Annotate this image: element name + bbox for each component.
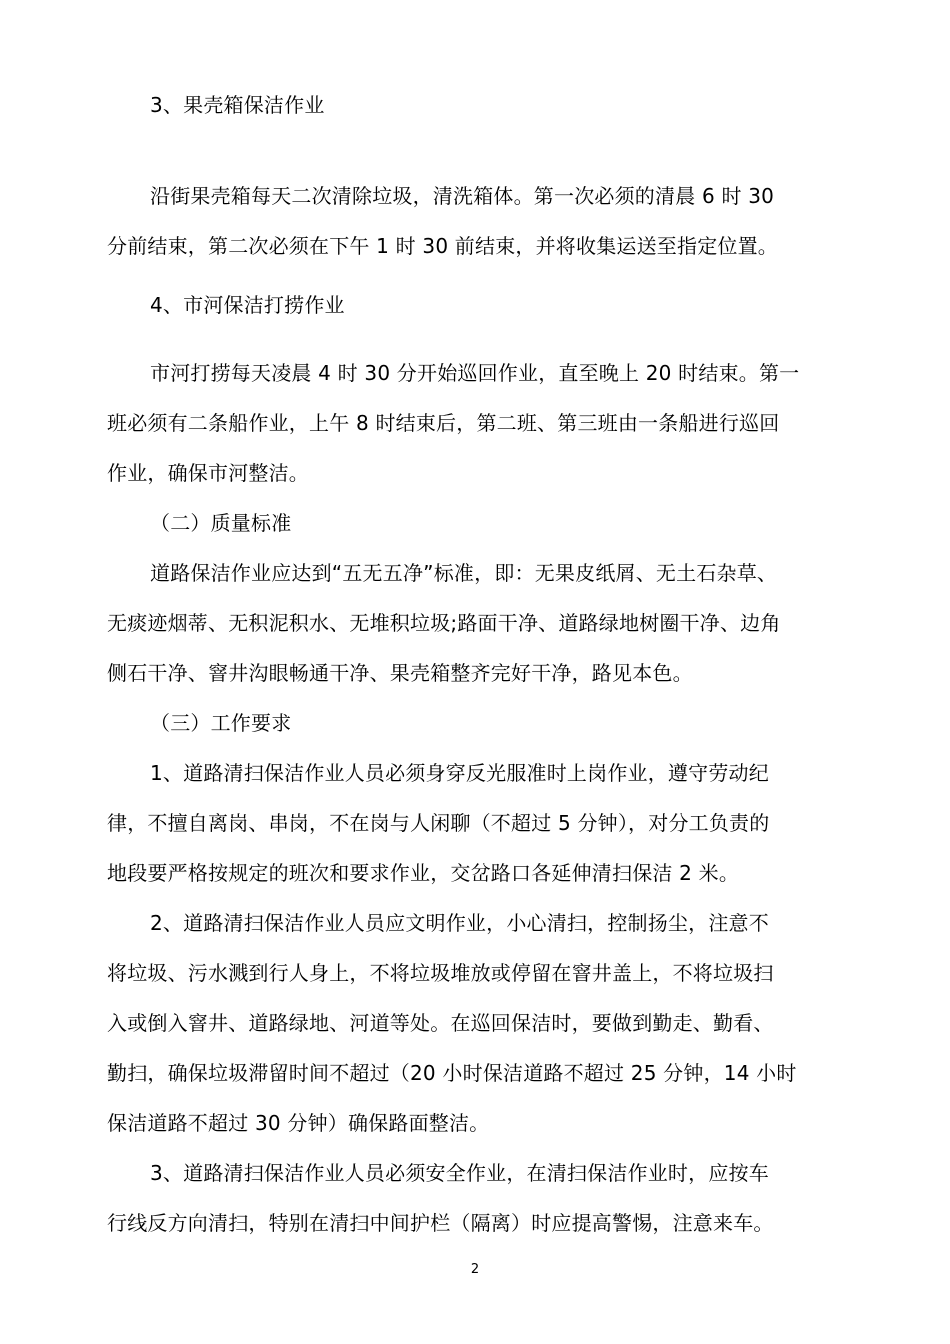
heading-river-cleaning: 4、市河保洁打捞作业 (150, 293, 345, 317)
page-number: 2 (470, 1262, 480, 1277)
paragraph-line: 沿街果壳箱每天二次清除垃圾，清洗箱体。第一次必须的清晨 6 时 30 (150, 184, 775, 208)
paragraph-line: 分前结束，第二次必须在下午 1 时 30 前结束，并将收集运送至指定位置。 (107, 234, 779, 258)
paragraph-line: 无痰迹烟蒂、无积泥积水、无堆积垃圾;路面干净、道路绿地树圈干净、边角 (107, 611, 781, 635)
paragraph-line: 侧石干净、窨井沟眼畅通干净、果壳箱整齐完好干净，路见本色。 (107, 661, 693, 685)
paragraph-line: 律，不擅自离岗、串岗，不在岗与人闲聊（不超过 5 分钟），对分工负责的 (107, 811, 770, 835)
heading-work-requirements: （三）工作要求 (150, 711, 292, 735)
paragraph-line: 地段要严格按规定的班次和要求作业，交岔路口各延伸清扫保洁 2 米。 (107, 861, 740, 885)
paragraph-line: 作业，确保市河整洁。 (107, 461, 309, 485)
paragraph-line: 行线反方向清扫，特别在清扫中间护栏（隔离）时应提高警惕，注意来车。 (107, 1211, 774, 1235)
paragraph-line: 道路保洁作业应达到“五无五净”标准，即：无果皮纸屑、无土石杂草、 (150, 561, 778, 585)
paragraph-line: 保洁道路不超过 30 分钟）确保路面整洁。 (107, 1111, 490, 1135)
paragraph-line: 2、道路清扫保洁作业人员应文明作业，小心清扫，控制扬尘，注意不 (150, 911, 769, 935)
paragraph-line: 入或倒入窨井、道路绿地、河道等处。在巡回保洁时，要做到勤走、勤看、 (107, 1011, 774, 1035)
paragraph-line: 1、道路清扫保洁作业人员必须身穿反光服准时上岗作业，遵守劳动纪 (150, 761, 769, 785)
paragraph-line: 3、道路清扫保洁作业人员必须安全作业，在清扫保洁作业时，应按车 (150, 1161, 769, 1185)
heading-fruit-bin-cleaning: 3、果壳箱保洁作业 (150, 93, 325, 117)
paragraph-line: 市河打捞每天凌晨 4 时 30 分开始巡回作业，直至晚上 20 时结束。第一 (150, 361, 800, 385)
paragraph-line: 将垃圾、污水溅到行人身上，不将垃圾堆放或停留在窨井盖上，不将垃圾扫 (107, 961, 774, 985)
paragraph-line: 班必须有二条船作业，上午 8 时结束后，第二班、第三班由一条船进行巡回 (107, 411, 780, 435)
paragraph-line: 勤扫，确保垃圾滞留时间不超过（20 小时保洁道路不超过 25 分钟，14 小时 (107, 1061, 797, 1085)
heading-quality-standard: （二）质量标准 (150, 511, 292, 535)
